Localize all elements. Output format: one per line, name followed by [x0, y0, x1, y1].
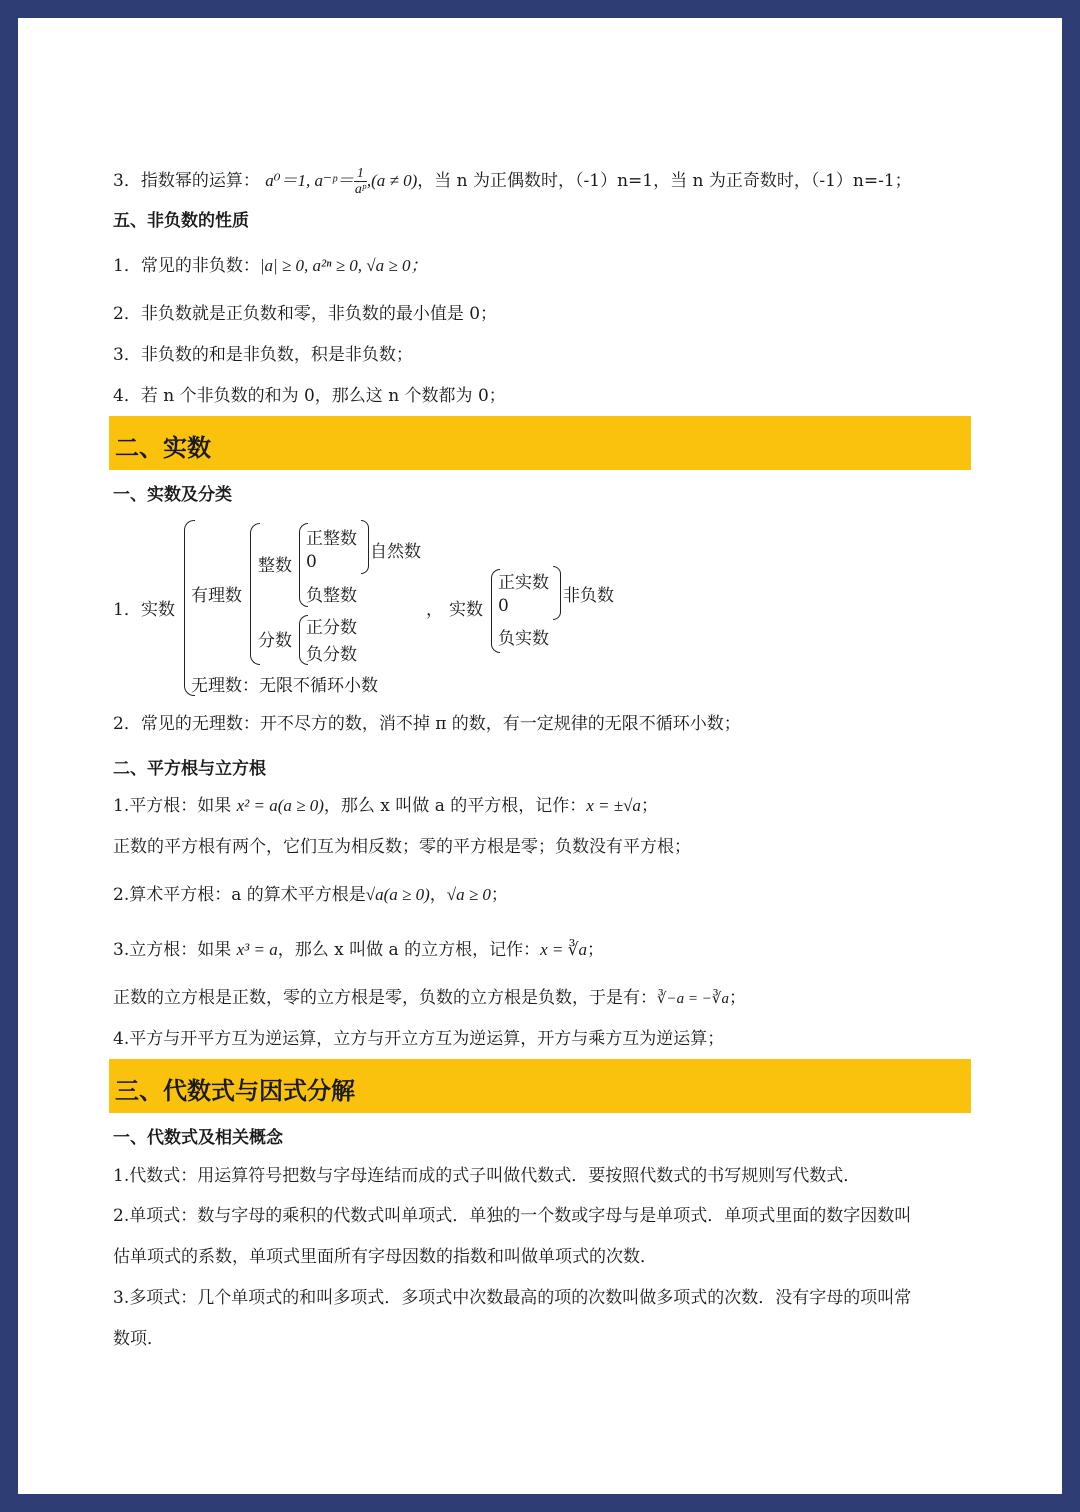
tree2-nonnegative: 非负数 — [563, 586, 614, 606]
cb-note-formula: ∛−a = −∛a — [657, 991, 729, 1007]
tree-fraction: 分数 — [258, 631, 292, 651]
section-title: 三、代数式与因式分解 — [115, 1077, 355, 1105]
exponent-rule-label: 3．指数幂的运算： — [113, 171, 260, 191]
roots-heading: 二、平方根与立方根 — [113, 759, 266, 779]
tree2-negative-real: 负实数 — [498, 629, 549, 649]
tree-positive-fraction: 正分数 — [306, 618, 357, 638]
sq-formula-2: x = ±√a — [586, 796, 641, 815]
fraction-denominator: aᵖ — [354, 182, 366, 197]
tree-negative-fraction: 负分数 — [306, 645, 357, 665]
exponent-fraction — [354, 166, 367, 197]
algebraic-p3a: 3.多项式：几个单项式的和叫多项式．多项式中次数最高的项的次数叫做多项式的次数．没有字母的项叫常 — [113, 1288, 912, 1308]
nonneg-item-1-formula: |a| ≥ 0, a²ⁿ ≥ 0, √a ≥ 0； — [259, 256, 428, 275]
tree-positive-integer: 正整数 — [306, 529, 357, 549]
irrational-examples: 2．常见的无理数：开不尽方的数，消不掉 π 的数，有一定规律的无限不循环小数； — [113, 714, 741, 734]
tree-rational: 有理数 — [191, 586, 242, 606]
ar-end: ； — [490, 885, 508, 905]
cb-label: 3.立方根：如果 — [113, 940, 237, 960]
section-banner-algebraic — [109, 1059, 971, 1113]
exponent-formula-b: ,(a ≠ 0) — [366, 171, 418, 190]
exponent-rule-line — [113, 166, 912, 197]
nonneg-item-1-label: 1．常见的非负数： — [113, 256, 260, 276]
algebraic-p3b: 数项． — [113, 1329, 164, 1349]
cb-formula-2: x = ∛a — [540, 940, 587, 959]
tree-separator: ， — [426, 600, 443, 620]
square-root-def — [113, 794, 658, 818]
cb-note-end: ； — [728, 988, 746, 1008]
tree2-zero: 0 — [498, 596, 509, 616]
algebraic-heading: 一、代数式及相关概念 — [113, 1128, 283, 1148]
sq-text: ，那么 x 叫做 a 的平方根，记作： — [323, 796, 587, 816]
square-root-note: 正数的平方根有两个，它们互为相反数；零的平方根是零；负数没有平方根； — [113, 837, 691, 857]
arith-root-def — [113, 883, 508, 907]
sq-label: 1.平方根：如果 — [113, 796, 237, 816]
page — [18, 18, 1062, 1494]
ar-formula-1: √a(a ≥ 0) — [365, 885, 430, 904]
algebraic-p2a: 2.单项式：数与字母的乘积的代数式叫单项式．单独的一个数或字母与是单项式．单项式里面的数字因数叫 — [113, 1206, 912, 1226]
brace-natural — [361, 520, 369, 574]
cb-text: ，那么 x 叫做 a 的立方根，记作： — [277, 940, 541, 960]
cb-formula-1: x³ = a — [236, 940, 278, 959]
nonneg-heading: 五、非负数的性质 — [113, 211, 249, 231]
nonneg-item-2: 2．非负数就是正负数和零，非负数的最小值是 0； — [113, 304, 498, 324]
algebraic-p1: 1.代数式：用运算符号把数与字母连结而成的式子叫做代数式．要按照代数式的书写规则写代数式． — [113, 1166, 861, 1186]
cube-root-def — [113, 938, 604, 962]
tree2-positive-real: 正实数 — [498, 573, 549, 593]
tree-natural-number: 自然数 — [370, 542, 421, 562]
brace-root — [184, 520, 195, 696]
tree-negative-integer: 负整数 — [306, 586, 357, 606]
cube-root-note — [113, 986, 746, 1011]
brace-nonneg — [553, 566, 561, 620]
real-classification-heading: 一、实数及分类 — [113, 485, 232, 505]
nonneg-item-3: 3．非负数的和是非负数，积是非负数； — [113, 345, 413, 365]
section-banner-real-numbers — [109, 416, 971, 470]
sq-formula-1: x² = a(a ≥ 0) — [236, 796, 324, 815]
ar-label: 2.算术平方根：a 的算术平方根是 — [113, 885, 366, 905]
tree-integer: 整数 — [258, 556, 292, 576]
exponent-formula-a: a⁰＝1, a⁻ᵖ＝ — [265, 171, 354, 190]
tree-root: 实数 — [141, 600, 175, 620]
sq-end: ； — [640, 796, 658, 816]
tree-number: 1． — [113, 600, 141, 620]
nonneg-item-1 — [113, 254, 427, 278]
exponent-rule-text: ，当 n 为正偶数时，（-1）n=1，当 n 为正奇数时，（-1）n=-1； — [417, 171, 912, 191]
cb-end: ； — [586, 940, 604, 960]
classification-tree — [113, 518, 733, 698]
cb-note-text: 正数的立方根是正数，零的立方根是零，负数的立方根是负数，于是有： — [113, 988, 657, 1008]
tree-zero: 0 — [306, 552, 317, 572]
fraction-numerator: 1 — [354, 166, 367, 182]
ar-sep: ， — [429, 885, 447, 905]
tree-irrational: 无理数：无限不循环小数 — [191, 676, 378, 696]
tree2-root: 实数 — [449, 600, 483, 620]
ar-formula-2: √a ≥ 0 — [446, 885, 491, 904]
algebraic-p2b: 估单项式的系数，单项式里面所有字母因数的指数和叫做单项式的次数． — [113, 1247, 657, 1267]
inverse-ops: 4.平方与开平方互为逆运算，立方与开立方互为逆运算，开方与乘方互为逆运算； — [113, 1029, 725, 1049]
nonneg-item-4: 4．若 n 个非负数的和为 0，那么这 n 个数都为 0； — [113, 386, 506, 406]
section-title: 二、实数 — [115, 434, 211, 462]
